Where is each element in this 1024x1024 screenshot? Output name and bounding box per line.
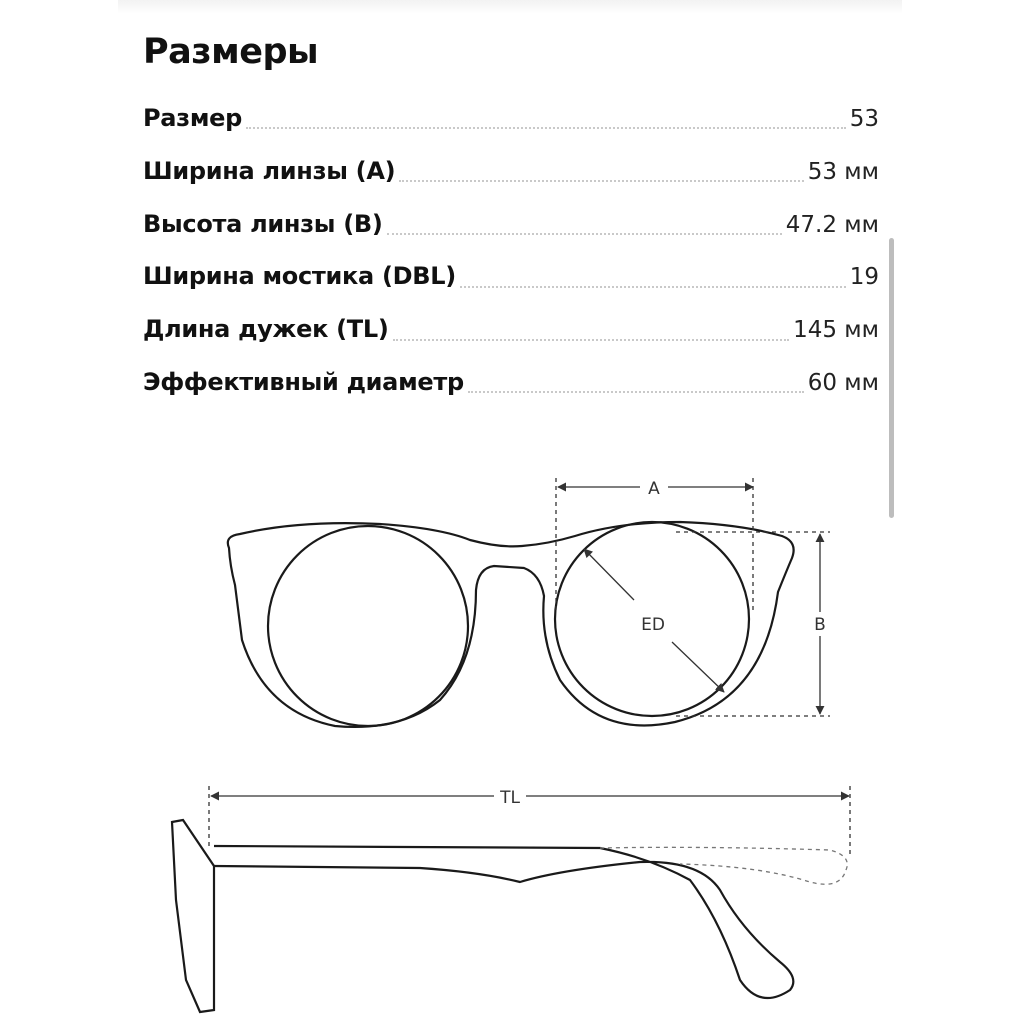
spec-label: Эффективный диаметр bbox=[143, 367, 464, 396]
spec-value: 19 bbox=[849, 264, 879, 291]
left-lens bbox=[268, 526, 468, 726]
temple-arm bbox=[214, 846, 793, 998]
spec-value: 145 мм bbox=[793, 317, 879, 344]
spec-label: Ширина линзы (A) bbox=[143, 156, 396, 185]
temple-tip-hidden bbox=[600, 847, 847, 884]
dimension-ed-upper-line bbox=[584, 549, 634, 600]
spec-value: 53 мм bbox=[807, 158, 879, 185]
page-title: Размеры bbox=[143, 32, 319, 72]
dimension-ed-label: ED bbox=[641, 615, 665, 635]
spec-label: Длина дужек (TL) bbox=[143, 315, 389, 344]
frame-side-front-edge bbox=[172, 820, 214, 1012]
spec-value: 60 мм bbox=[807, 369, 879, 396]
spec-value: 53 bbox=[849, 106, 879, 132]
dimension-a-label: A bbox=[648, 479, 660, 499]
spec-value: 47.2 мм bbox=[785, 211, 879, 238]
spec-label: Размер bbox=[143, 104, 243, 132]
dimension-tl-label: TL bbox=[500, 788, 520, 808]
dimension-b-label: B bbox=[814, 615, 826, 635]
glasses-front-view bbox=[228, 522, 794, 727]
frame-front-outline bbox=[228, 522, 794, 727]
spec-label: Ширина мостика (DBL) bbox=[143, 262, 456, 291]
dimension-ed-lower-line bbox=[672, 642, 724, 692]
glasses-side-view bbox=[172, 820, 847, 1012]
spec-label: Высота линзы (B) bbox=[143, 209, 383, 238]
